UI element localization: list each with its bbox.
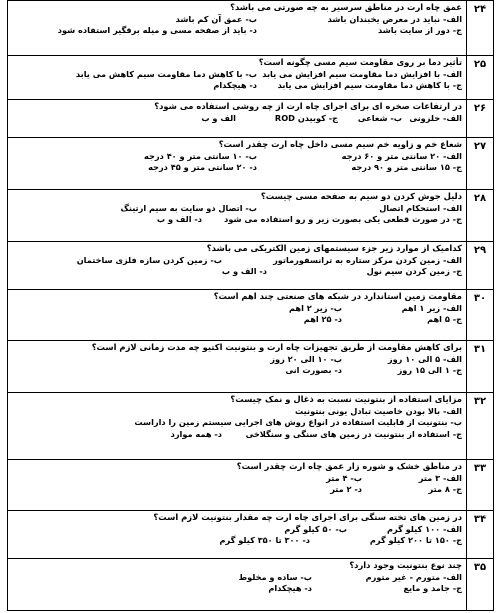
option-a: الف- بالا بودن خاصیت تبادل یونی بنتونیت	[294, 405, 462, 416]
option-b: ب- ۱۰ الی ۲۰ روز	[270, 353, 342, 364]
option-d: د- باید از صفحه مسی و میله برقگیر استفاده شود	[57, 25, 257, 36]
questions-table	[7, 0, 494, 611]
question-row	[8, 460, 494, 511]
option-d: د- الف و ب	[221, 266, 267, 277]
option-d: د- همه موارد	[170, 428, 222, 439]
option-c: ج- در صورت قطعی یکی بصورت زیر و رو استفاده می شود	[224, 214, 462, 225]
question-content	[8, 393, 467, 460]
question-text: در زمین های تخته سنگی برای اجرای چاه ارت چه مقدار بنتونیت لازم است؟	[153, 512, 462, 522]
option-b: ب- ساده و مخلوط	[238, 571, 312, 582]
question-text: عمق چاه ارت در مناطق سرسیر به چه صورتی می باشد؟	[230, 2, 462, 12]
option-a: الف- متورم - غیر متورم	[365, 571, 462, 582]
question-number: ۲۵	[467, 56, 494, 100]
question-content	[8, 100, 467, 138]
option-a: الف- ۳ متر	[418, 472, 462, 483]
question-text: در ارتفاعات صخره ای برای اجرای چاه ارت از چه روشی استفاده می شود؟	[154, 101, 462, 111]
option-c: ج- ۸ متر	[428, 484, 462, 495]
option-b: ب- زیر ۲ اهم	[289, 302, 342, 313]
question-content	[8, 511, 467, 559]
question-row	[8, 190, 494, 242]
option-c: ج- ۱۵۰ تا ۲۰۰ کیلو گرم	[369, 535, 462, 546]
question-row	[8, 290, 494, 341]
option-d: د- ۲۵ اهم	[303, 314, 342, 325]
question-number: ۲۷	[467, 138, 494, 190]
question-row	[8, 559, 494, 611]
option-c: ج- ۱۵ سانتی متر و ۹۰ درجه	[351, 162, 462, 173]
option-d: د- بصورت انی	[285, 365, 342, 376]
option-c: ج- کوبیدن ROD	[274, 112, 338, 123]
question-text: مزایای استفاده از بنتونیت نسبت به ذغال و نمک چیست؟	[230, 394, 462, 404]
option-b: ب- بنتونیت از قابلیت استفاده در انواع روش های اجرایی سیستم زمین را داراست	[134, 417, 462, 428]
question-row	[8, 341, 494, 393]
option-c: ج- ۵ اهم	[427, 314, 462, 325]
question-text: دلیل جوش کردن دو سیم به صفحه مسی چیست؟	[260, 191, 462, 201]
option-d: د- الف و ب	[156, 214, 202, 225]
question-number: ۳۴	[467, 511, 494, 559]
question-row	[8, 1, 494, 56]
question-content	[8, 56, 467, 100]
question-row	[8, 100, 494, 138]
option-d: د- ۲ متر	[330, 484, 362, 495]
option-b: ب- با کاهش دما مقاومت سیم کاهش می یابد	[75, 68, 257, 79]
option-b: ب- ۵۰ کیلو گرم	[284, 523, 347, 534]
question-content	[8, 559, 467, 611]
question-text: کدامیک از موارد زیر جزء سیستمهای زمین الکتریکی می باشد؟	[206, 243, 462, 253]
option-c: ج- دور از سایت باشد	[377, 25, 462, 36]
option-c: ج- زمین کردن سیم نول	[366, 266, 462, 277]
question-text: شعاع خم و زاویه خم سیم مسی داخل چاه ارت چقدر است؟	[218, 139, 462, 149]
question-row	[8, 56, 494, 100]
question-text: مقاومت زمین استاندارد در شبکه های صنعتی چند اهم است؟	[213, 291, 462, 301]
question-row	[8, 393, 494, 460]
option-a: الف- با افزایش دما مقاومت سیم افزایش می یابد	[262, 68, 462, 79]
question-content	[8, 341, 467, 393]
option-b: ب- عمق آن کم باشد	[175, 13, 257, 24]
option-a: الف- استحکام اتصال	[379, 202, 462, 213]
question-text: در مناطق خشک و شوره زار عمق چاه ارت چقدر است؟	[236, 461, 462, 471]
option-a: الف- زیر ۱ اهم	[401, 302, 462, 313]
option-c: ج- ۱ الی ۱۵ روز	[397, 365, 462, 376]
option-b: ب- زمین کردن سازه فلزی ساختمان	[76, 254, 222, 265]
question-content	[8, 242, 467, 290]
question-number: ۲۸	[467, 190, 494, 242]
option-d: د- هیچکدام	[213, 80, 257, 91]
question-row	[8, 138, 494, 190]
option-b: ب- ۴ متر	[326, 472, 362, 483]
question-number: ۲۴	[467, 1, 494, 56]
option-a: الف- نباید در معرض یخبندان باشد	[327, 13, 462, 24]
question-number: ۳۲	[467, 393, 494, 460]
option-c: ج- استفاده از بنتونیت در زمین های سنگی و سنگلاخی	[245, 428, 462, 439]
question-text: چند نوع بنتونیت وجود دارد؟	[349, 560, 462, 570]
question-number: ۳۵	[467, 559, 494, 611]
question-text: تأثیر دما بر روی مقاومت سیم مسی چگونه است؟	[258, 57, 462, 67]
option-a: الف- ۵ الی ۱۰ روز	[387, 353, 462, 364]
option-b: ب- ۱۰ سانتی متر و ۴۰ درجه	[144, 150, 257, 161]
question-number: ۳۰	[467, 290, 494, 341]
question-content	[8, 460, 467, 511]
option-d: د- ۲۰ سانتی متر و ۴۵ درجه	[148, 162, 257, 173]
option-a: الف- ۱۰۰ کیلو گرم	[386, 523, 462, 534]
option-a: الف- ۲۰ سانتی متر و ۶۰ درجه	[341, 150, 462, 161]
option-a: الف- زمین کردن مرکز ستاره به ترانسفورماتور	[273, 254, 462, 265]
question-content	[8, 138, 467, 190]
question-row	[8, 242, 494, 290]
option-b: ب- اتصال دو سایت به سیم ارتینگ	[120, 202, 257, 213]
question-row	[8, 511, 494, 559]
question-text: برای کاهش مقاومت از طریق تجهیزات چاه ارت و بنتونیت اکتیو چه مدت زمانی لازم است؟	[91, 342, 462, 352]
question-content	[8, 1, 467, 56]
question-number: ۲۶	[467, 100, 494, 138]
question-number: ۳۱	[467, 341, 494, 393]
option-d: الف و ب	[201, 112, 236, 123]
question-number: ۲۹	[467, 242, 494, 290]
option-d: د- ۳۰۰ تا ۳۵۰ کیلو گرم	[219, 535, 310, 546]
option-c: ج- با کاهش دما مقاومت سیم افزایش می یابد	[277, 80, 462, 91]
option-d: د- هیچکدام	[268, 583, 312, 594]
option-c: ج- جامد و مایع	[403, 583, 462, 594]
question-content	[8, 290, 467, 341]
question-number: ۳۳	[467, 460, 494, 511]
option-b: ب- شعاعی	[357, 112, 402, 123]
option-a: الف- حلزونی	[409, 112, 462, 123]
question-content	[8, 190, 467, 242]
